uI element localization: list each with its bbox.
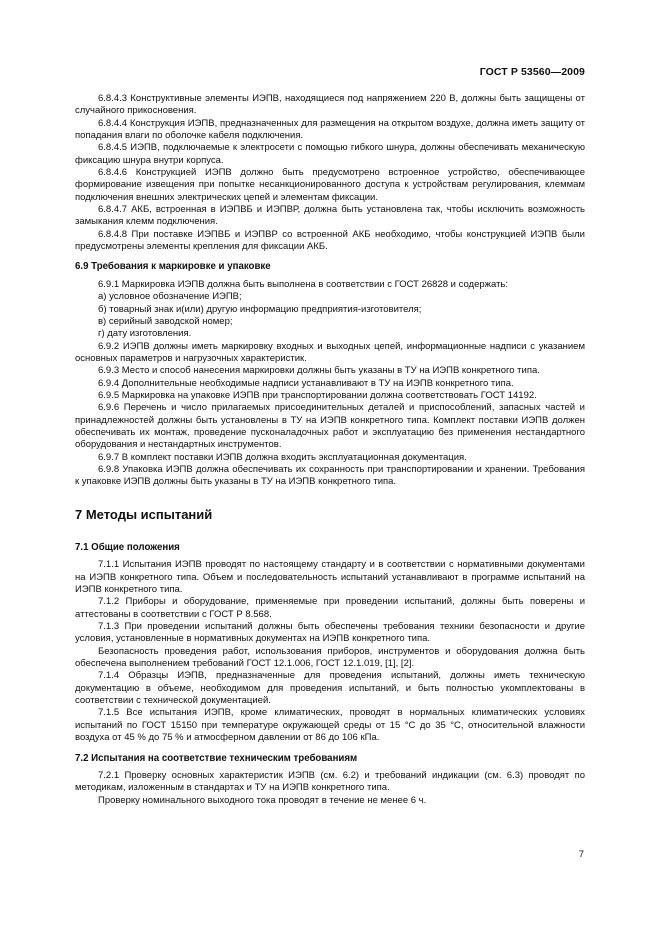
paragraph: г) дату изготовления. [98, 328, 192, 340]
paragraph: 7.2.1 Проверку основных характеристик ИЭПВ (см. 6.2) и требований индикации (см. 6.3) проводят по методикам, изложенным в стандартах и ТУ на ИЭПВ конкретного типа. [75, 769, 585, 794]
paragraph: 6.8.4.4 Конструкция ИЭПВ, предназначенных для размещения на открытом воздухе, должна иметь защиту от попадания влаги по оболочке кабеля подключения. [75, 117, 585, 142]
paragraph: а) условное обозначение ИЭПВ; [98, 291, 242, 303]
paragraph: в) серийный заводской номер; [98, 315, 233, 327]
paragraph: 6.9.4 Дополнительные необходимые надписи устанавливают в ТУ на ИЭПВ конкретного типа. [98, 377, 514, 389]
paragraph: 7.1.4 Образцы ИЭПВ, предназначенные для проведения испытаний, должны иметь техническую документацию в объеме, необходимом для проведения испытаний, и быть полностью укомплектованы в соответствии с технической документацией. [75, 670, 585, 707]
paragraph: 6.9.7 В комплект поставки ИЭПВ должна входить эксплуатационная документация. [98, 451, 467, 463]
paragraph: 7.1.1 Испытания ИЭПВ проводят по настоящему стандарту и в соответствии с нормативными документами на ИЭПВ конкретного типа. Объем и последовательность испытаний устанавливают в программе испытаний на ИЭПВ конкретного типа. [75, 559, 585, 596]
paragraph: 6.9.5 Маркировка на упаковке ИЭПВ при транспортировании должна соответствовать ГОСТ 14192. [98, 389, 537, 401]
page-number: 7 [578, 849, 584, 860]
paragraph: б) товарный знак и(или) другую информацию предприятия-изготовителя; [98, 303, 422, 315]
paragraph: 7.1.5 Все испытания ИЭПВ, кроме климатических, проводят в нормальных климатических условиях испытаний по ГОСТ 15150 при температуре окружающей среды от 15 °С до 35 °С, относительной влажности воздуха от 45 % до 75 % и атмосферном давлении от 86 до 106 кПа. [75, 707, 585, 744]
paragraph: 6.9.1 Маркировка ИЭПВ должна быть выполнена в соответствии с ГОСТ 26828 и содержать: [98, 278, 509, 290]
paragraph: 6.9.2 ИЭПВ должны иметь маркировку входных и выходных цепей, информационные надписи с указанием основных параметров и нагрузочных характеристик. [75, 340, 585, 364]
paragraph: 6.9.6 Перечень и число прилагаемых присоединительных деталей и приспособлений, запасных частей и принадлежностей должны быть установлены в ТУ на ИЭПВ конкретного типа. Комплект поставки ИЭПВ должен обеспечивать их монтаж, проведение пусконаладочных работ и эксплуатацию без применения нестандартного оборудования и нестандартных инструментов. [75, 402, 585, 451]
paragraph: 6.9.3 Место и способ нанесения маркировки должны быть указаны в ТУ на ИЭПВ конкретного типа. [98, 365, 540, 377]
subsection-heading: 6.9 Требования к маркировке и упаковке [75, 261, 271, 273]
paragraph: 6.8.4.3 Конструктивные элементы ИЭПВ, находящиеся под напряжением 220 В, должны быть защищены от случайного прикосновения. [75, 93, 585, 117]
paragraph: Проверку номинального выходного тока проводят в течение не менее 6 ч. [98, 794, 427, 806]
paragraph: 7.1.3 При проведении испытаний должны быть обеспечены требования техники безопасности и другие условия, установленные в нормативных документах на ИЭПВ конкретного типа. [75, 621, 585, 645]
subsection-heading: 7.2 Испытания на соответствие техническим требованиям [75, 752, 358, 764]
paragraph: 6.8.4.7 АКБ, встроенная в ИЭПВБ и ИЭПВР, должна быть установлена так, чтобы исключить возможность замыкания клемм подключения. [75, 204, 585, 228]
section-heading: 7 Методы испытаний [75, 506, 213, 522]
document-header: ГОСТ Р 53560—2009 [479, 66, 585, 78]
paragraph: 6.8.4.8 При поставке ИЭПВБ и ИЭПВР со встроенной АКБ необходимо, чтобы конструкцией ИЭПВ были предусмотрены элементы крепления для фиксации АКБ. [75, 228, 585, 253]
paragraph: 7.1.2 Приборы и оборудование, применяемые при проведении испытаний, должны быть поверены и аттестованы в соответствии с ГОСТ Р 8.568. [75, 596, 585, 620]
paragraph: Безопасность проведения работ, использования приборов, инструментов и оборудования должна быть обеспечена выполнением требований ГОСТ 12.1.006, ГОСТ 12.1.019, [1], [2]. [75, 645, 585, 670]
document-body [75, 93, 585, 807]
subsection-heading: 7.1 Общие положения [75, 542, 180, 553]
paragraph: 6.8.4.5 ИЭПВ, подключаемые к электросети с помощью гибкого шнура, должны обеспечивать механическую фиксацию шнура внутри корпуса. [75, 142, 585, 166]
paragraph: 6.9.8 Упаковка ИЭПВ должна обеспечивать их сохранность при транспортировании и хранении. Требования к упаковке ИЭПВ должны быть указаны в ТУ на ИЭПВ конкретного типа. [75, 463, 585, 488]
paragraph: 6.8.4.6 Конструкцией ИЭПВ должно быть предусмотрено встроенное устройство, обеспечивающее формирование извещения при попытке несанкционированного доступа к устройствам регулирования, клеммам подключения внешних электрических цепей и элементам фиксации. [75, 167, 585, 203]
